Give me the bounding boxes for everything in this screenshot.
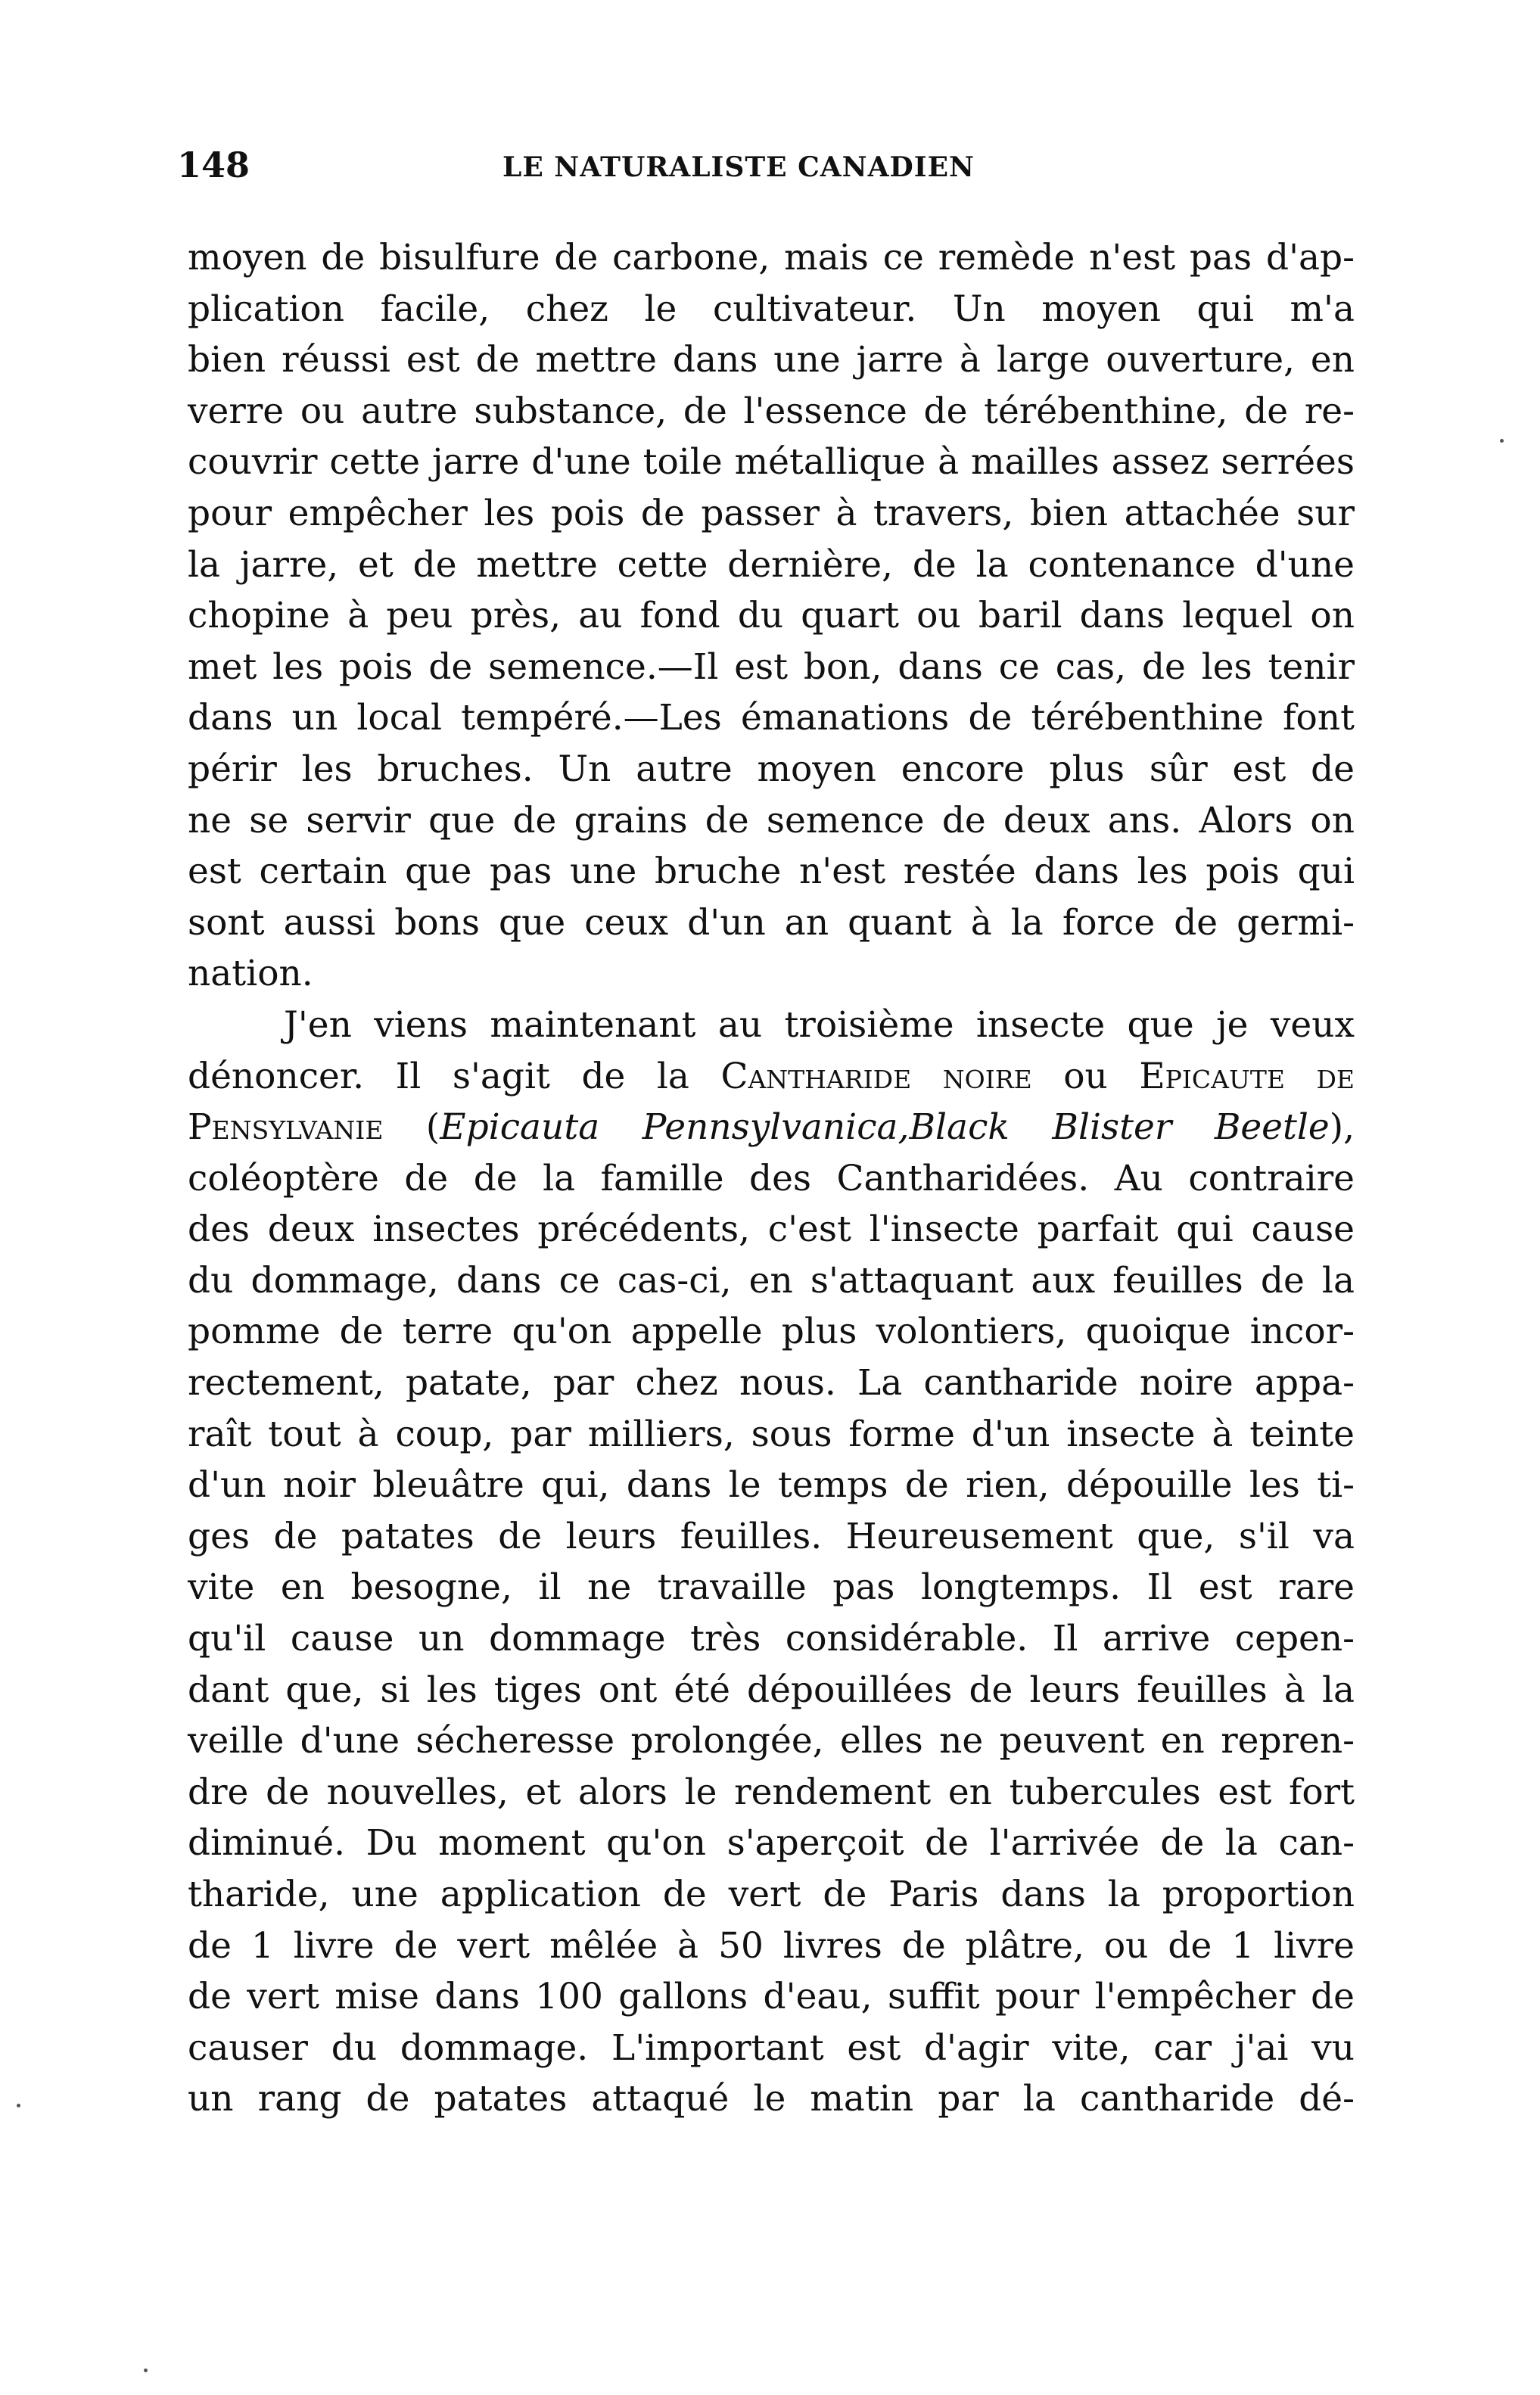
- text-line: ges de patates de leurs feuilles. Heureusement que, s'il va: [188, 1515, 1355, 1557]
- species-name-smallcaps: Epicaute de: [1139, 1055, 1355, 1097]
- text-line: tharide, une application de vert de Paris dans la proportion: [188, 1874, 1355, 1915]
- text-line: d'un noir bleuâtre qui, dans le temps de rien, dépouille les ti-: [188, 1464, 1355, 1507]
- text-line: verre ou autre substance, de l'essence de térébenthine, de re-: [188, 390, 1355, 432]
- text-line: coléoptère de de la famille des Cantharidées. Au contraire: [188, 1157, 1355, 1199]
- page-number: 148: [177, 145, 250, 185]
- text-line: ne se servir que de grains de semence de deux ans. Alors on: [188, 799, 1355, 841]
- text-span: (: [383, 1106, 440, 1149]
- text-line: [188, 1051, 1355, 1103]
- text-line: couvrir cette jarre d'une toile métallique à mailles assez serrées: [188, 441, 1355, 484]
- text-line: causer du dommage. L'important est d'agir vite, car j'ai vu: [188, 2026, 1355, 2069]
- text-line: pour empêcher les pois de passer à travers, bien attachée sur: [188, 492, 1355, 534]
- text-line: pomme de terre qu'on appelle plus volontiers, quoique incor-: [188, 1311, 1355, 1353]
- species-name-smallcaps: Cantharide noire: [720, 1055, 1032, 1097]
- species-name-smallcaps: Pensylvanie: [188, 1106, 384, 1149]
- scan-speck: [144, 2369, 148, 2372]
- text-line: est certain que pas une bruche n'est restée dans les pois qui: [188, 851, 1355, 893]
- text-line: la jarre, et de mettre cette dernière, de la contenance d'une: [188, 543, 1355, 586]
- body-text: [188, 232, 1355, 2125]
- text-line: bien réussi est de mettre dans une jarre à large ouverture, en: [188, 339, 1355, 381]
- latin-name-italic: Epicauta Pennsylvanica,Black Blister Beetle: [440, 1106, 1330, 1149]
- text-line: sont aussi bons que ceux d'un an quant à la force de germi-: [188, 901, 1355, 944]
- paragraph-2: [188, 1000, 1355, 2125]
- text-span: dénoncer. Il s'agit de la: [188, 1055, 721, 1097]
- text-line: un rang de patates attaqué le matin par la cantharide dé-: [188, 2078, 1355, 2120]
- text-line: nation.: [188, 953, 313, 995]
- text-line: périr les bruches. Un autre moyen encore plus sûr est de: [188, 748, 1355, 790]
- text-line: met les pois de semence.—Il est bon, dans ce cas, de les tenir: [188, 645, 1355, 688]
- text-line: vite en besogne, il ne travaille pas longtemps. Il est rare: [188, 1566, 1355, 1609]
- text-line: de vert mise dans 100 gallons d'eau, suffit pour l'empêcher de: [188, 1976, 1355, 2018]
- text-line: [188, 1102, 1355, 1153]
- scan-speck: [1500, 439, 1504, 443]
- text-line: dans un local tempéré.—Les émanations de térébenthine font: [188, 697, 1355, 739]
- text-line: qu'il cause un dommage très considérable. Il arrive cepen-: [188, 1618, 1355, 1660]
- text-line: dre de nouvelles, et alors le rendement en tubercules est fort: [188, 1771, 1355, 1813]
- text-line: diminué. Du moment qu'on s'aperçoit de l'arrivée de la can-: [188, 1822, 1355, 1865]
- text-line: dant que, si les tiges ont été dépouillées de leurs feuilles à la: [188, 1669, 1355, 1711]
- text-line: du dommage, dans ce cas-ci, en s'attaquant aux feuilles de la: [188, 1259, 1355, 1302]
- text-line: J'en viens maintenant au troisième insecte que je veux: [284, 1003, 1355, 1046]
- text-line: de 1 livre de vert mêlée à 50 livres de plâtre, ou de 1 livre: [188, 1924, 1355, 1967]
- text-line: des deux insectes précédents, c'est l'insecte parfait qui cause: [188, 1208, 1355, 1251]
- page-header: [177, 142, 1358, 195]
- paragraph-1: [188, 232, 1355, 1000]
- running-title: LE NATURALISTE CANADIEN: [502, 151, 975, 183]
- text-span: ou: [1031, 1055, 1140, 1097]
- text-line: plication facile, chez le cultivateur. Un moyen qui m'a: [188, 288, 1355, 330]
- text-line: chopine à peu près, au fond du quart ou baril dans lequel on: [188, 595, 1355, 637]
- scan-speck: [17, 2104, 20, 2107]
- text-line: rectement, patate, par chez nous. La cantharide noire appa-: [188, 1362, 1355, 1404]
- text-line: veille d'une sécheresse prolongée, elles ne peuvent en repren-: [188, 1720, 1355, 1762]
- text-line: moyen de bisulfure de carbone, mais ce remède n'est pas d'ap-: [188, 237, 1355, 278]
- text-line: raît tout à coup, par milliers, sous forme d'un insecte à teinte: [188, 1413, 1355, 1455]
- text-span: ),: [1329, 1106, 1355, 1149]
